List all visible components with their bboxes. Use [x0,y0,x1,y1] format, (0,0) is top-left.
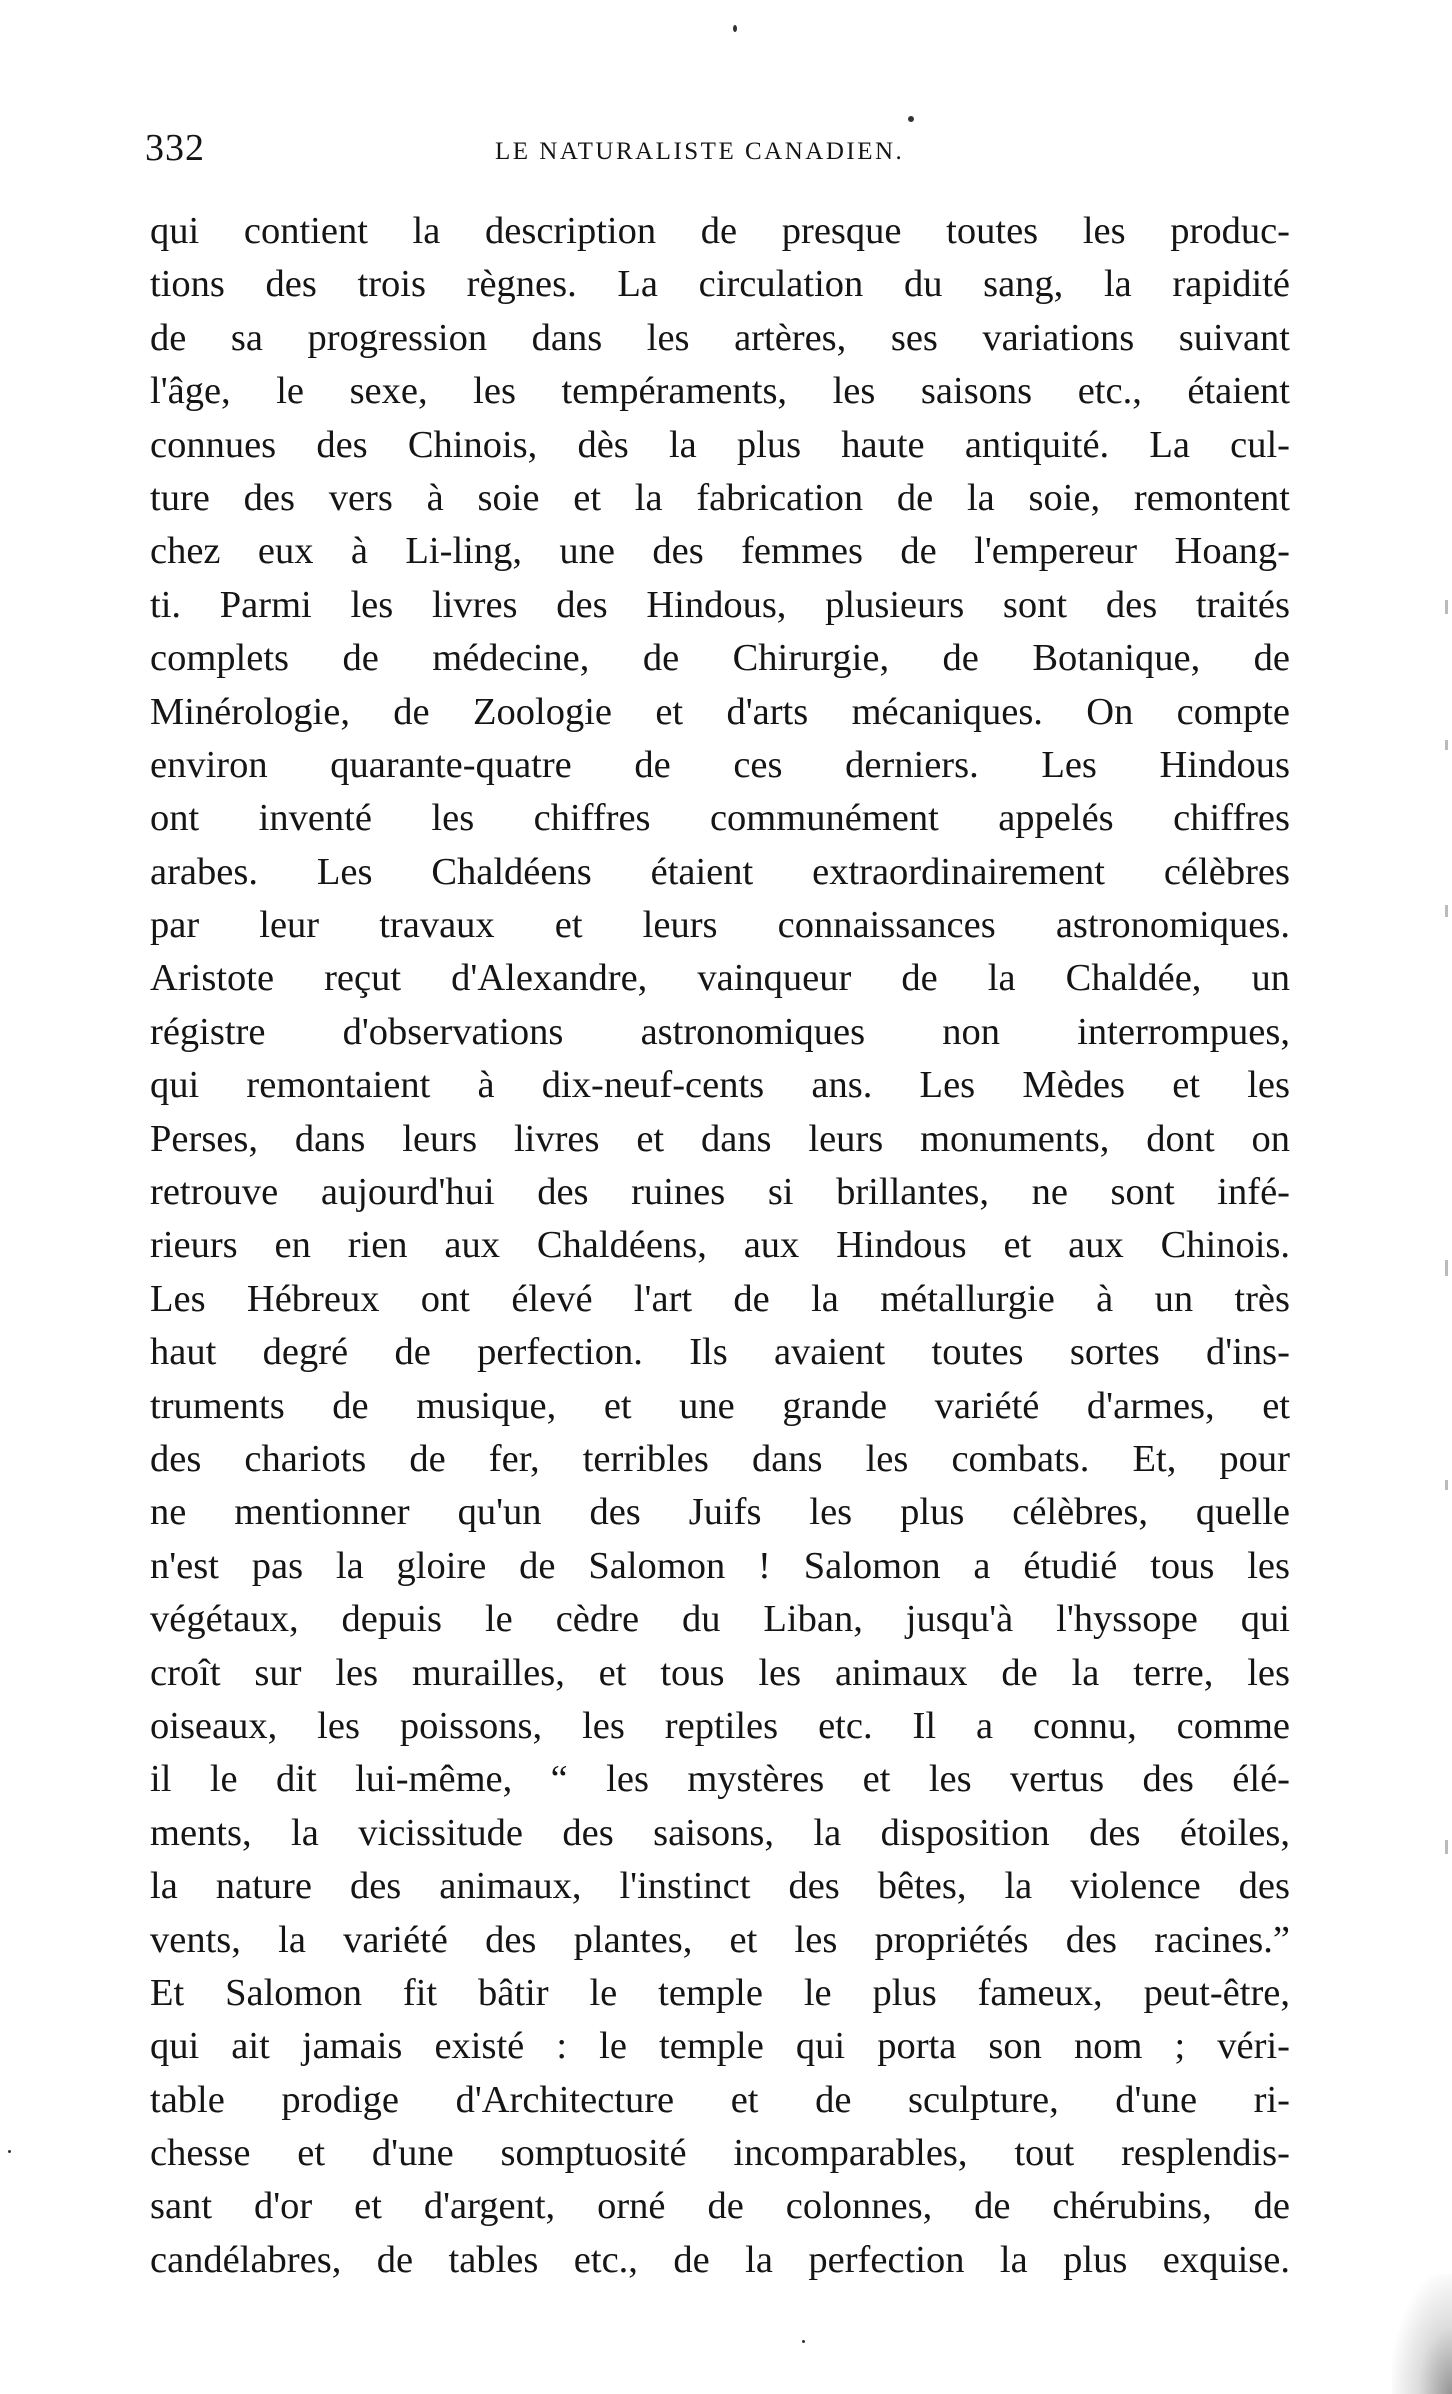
text-line: végétaux, depuis le cèdre du Liban, jusqu'à l'hyssope qui [150,1598,1290,1641]
text-line: Minérologie, de Zoologie et d'arts mécaniques. On compte [150,690,1290,733]
body-text [150,205,1290,2287]
page-edge-mark [1445,905,1448,917]
text-line: croît sur les murailles, et tous les animaux de la terre, les [150,1651,1290,1694]
text-line: sant d'or et d'argent, orné de colonnes, de chérubins, de [150,2185,1290,2228]
text-line: l'âge, le sexe, les tempéraments, les saisons etc., étaient [150,370,1290,413]
page-number: 332 [145,127,205,169]
text-line: régistre d'observations astronomiques non interrompues, [150,1010,1290,1053]
text-line: de sa progression dans les artères, ses variations suivant [150,316,1290,359]
text-line: connues des Chinois, dès la plus haute antiquité. La cul- [150,423,1290,466]
text-line: ne mentionner qu'un des Juifs les plus célèbres, quelle [150,1491,1290,1534]
text-line: qui contient la description de presque toutes les produc- [150,210,1290,252]
page-edge-mark [1445,1260,1448,1276]
text-line: environ quarante-quatre de ces derniers. Les Hindous [150,743,1290,786]
text-line: la nature des animaux, l'instinct des bêtes, la violence des [150,1865,1290,1908]
text-line: Aristote reçut d'Alexandre, vainqueur de la Chaldée, un [150,957,1290,1000]
page-edge-mark [1445,1840,1448,1854]
text-line: table prodige d'Architecture et de sculpture, d'une ri- [150,2078,1290,2121]
text-line: haut degré de perfection. Ils avaient toutes sortes d'ins- [150,1331,1290,1374]
page-edge-mark [1445,600,1448,614]
text-line: chez eux à Li-ling, une des femmes de l'empereur Hoang- [150,530,1290,573]
text-line: Et Salomon fit bâtir le temple le plus fameux, peut-être, [150,1971,1290,2014]
text-line: des chariots de fer, terribles dans les combats. Et, pour [150,1437,1290,1480]
ink-speck [8,2150,11,2153]
text-line: rieurs en rien aux Chaldéens, aux Hindous et aux Chinois. [150,1224,1290,1267]
page-edge-mark [1445,1480,1448,1490]
ink-speck [733,25,737,32]
ink-speck [802,2340,805,2343]
text-line: candélabres, de tables etc., de la perfection la plus exquise. [150,2238,1290,2281]
text-line: ments, la vicissitude des saisons, la disposition des étoiles, [150,1811,1290,1854]
running-head: LE NATURALISTE CANADIEN. [495,138,905,165]
page-corner-shadow [1392,2274,1452,2394]
text-line: chesse et d'une somptuosité incomparables, tout resplendis- [150,2132,1290,2175]
text-line: tions des trois règnes. La circulation du sang, la rapidité [150,263,1290,306]
text-line: Les Hébreux ont élevé l'art de la métallurgie à un très [150,1277,1290,1320]
text-line: ti. Parmi les livres des Hindous, plusieurs sont des traités [150,583,1290,626]
text-line: vents, la variété des plantes, et les propriétés des racines.” [150,1918,1290,1961]
text-line: il le dit lui-même, “ les mystères et les vertus des élé- [150,1758,1290,1801]
text-line: par leur travaux et leurs connaissances astronomiques. [150,904,1290,947]
text-line: retrouve aujourd'hui des ruines si brillantes, ne sont infé- [150,1171,1290,1214]
text-line: n'est pas la gloire de Salomon ! Salomon a étudié tous les [150,1544,1290,1587]
text-line: qui ait jamais existé : le temple qui porta son nom ; véri- [150,2025,1290,2068]
page-edge-mark [1445,740,1448,750]
text-line: qui remontaient à dix-neuf-cents ans. Les Mèdes et les [150,1064,1290,1107]
text-line: Perses, dans leurs livres et dans leurs monuments, dont on [150,1117,1290,1160]
text-line: complets de médecine, de Chirurgie, de Botanique, de [150,637,1290,680]
text-line: truments de musique, et une grande variété d'armes, et [150,1384,1290,1427]
text-line: ont inventé les chiffres communément appelés chiffres [150,797,1290,840]
text-line: oiseaux, les poissons, les reptiles etc. Il a connu, comme [150,1704,1290,1747]
text-line: arabes. Les Chaldéens étaient extraordinairement célèbres [150,850,1290,893]
page-header [145,118,1280,178]
text-line: ture des vers à soie et la fabrication de la soie, remontent [150,476,1290,519]
